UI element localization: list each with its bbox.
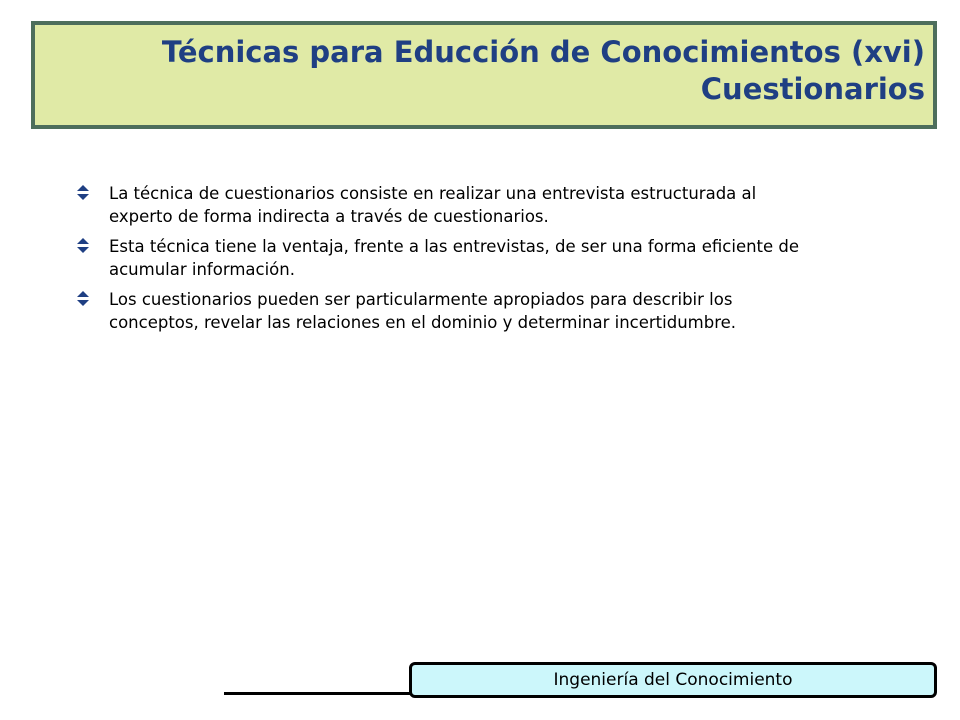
slide-title-box bbox=[31, 21, 937, 129]
bullet-item bbox=[76, 182, 906, 228]
footer-label: Ingeniería del Conocimiento bbox=[409, 662, 937, 698]
bullet-item bbox=[76, 235, 906, 281]
bullet-text-line: Esta técnica tiene la ventaja, frente a las entrevistas, de ser una forma eficiente de bbox=[109, 237, 800, 256]
bullet-text-line: experto de forma indirecta a través de cuestionarios. bbox=[109, 207, 549, 226]
bullet-text-line: acumular información. bbox=[109, 260, 295, 279]
bullet-text-line: La técnica de cuestionarios consiste en realizar una entrevista estructurada al bbox=[109, 184, 757, 203]
slide-subtitle: Cuestionarios bbox=[700, 72, 925, 106]
bullet-list bbox=[76, 182, 906, 341]
up-down-triangle-icon bbox=[76, 290, 90, 308]
bullet-text-line: conceptos, revelar las relaciones en el dominio y determinar incertidumbre. bbox=[109, 313, 737, 332]
up-down-triangle-icon bbox=[76, 184, 90, 202]
bullet-text-line: Los cuestionarios pueden ser particularmente apropiados para describir los bbox=[109, 290, 733, 309]
up-down-triangle-icon bbox=[76, 237, 90, 255]
bullet-item bbox=[76, 288, 906, 334]
slide-title: Técnicas para Educción de Conocimientos (xvi) bbox=[161, 35, 925, 69]
